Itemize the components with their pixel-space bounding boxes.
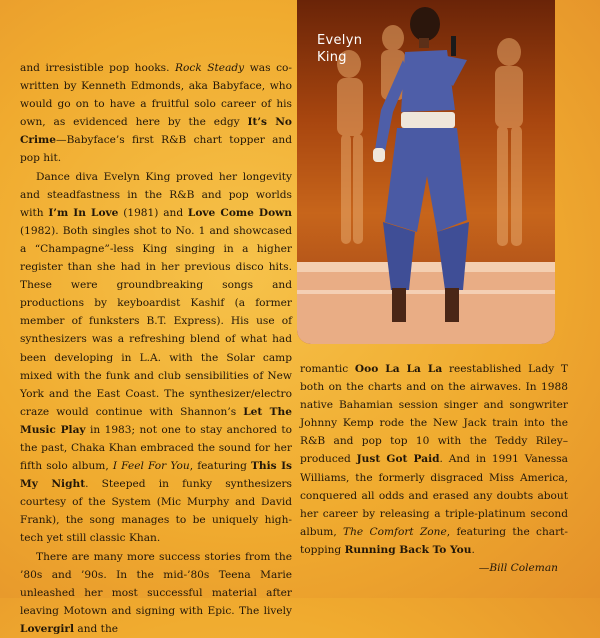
text-run: . And in 1991 Vanessa Williams, the formerly disgraced Miss America, conquered all odds and erased any doubts about her career by releasing a triple-platinum second album, xyxy=(300,453,568,538)
album-title: I Feel For You xyxy=(112,460,190,473)
paragraph-1 xyxy=(20,59,292,168)
song-title: Just Got Paid xyxy=(356,453,440,466)
song-title: It’s No Crime xyxy=(20,116,292,147)
photo-caption xyxy=(317,32,362,66)
text-run: There are many more success stories from the ’80s and ’90s. In the mid-’80s Teena Marie unleashed her most successful material after leaving Motown and signing with Epic. The lively xyxy=(20,550,292,617)
song-title: I’m In Love xyxy=(48,206,119,219)
evelyn-king-photo xyxy=(297,0,555,344)
text-run: —Babyface’s first R&B chart topper and pop hit. xyxy=(20,134,292,165)
album-title: Rock Steady xyxy=(175,62,245,74)
text-run: in 1983; not one to stay anchored to the past, Chaka Khan embraced the sound for her fifth solo album, xyxy=(20,423,292,473)
text-run: , featuring xyxy=(189,460,252,473)
author-credit: —Bill Coleman xyxy=(478,562,558,575)
right-text-column xyxy=(300,360,568,577)
caption-last-name: King xyxy=(317,50,347,65)
song-title: Lovergirl xyxy=(20,622,75,635)
text-run: (1982). Both singles shot to No. 1 and showcased a “Champagne”-less King singing in a higher register than she had in her previous disco hits. These were groundbreaking songs and productions by keyboardist Kashif (a former member of funksters B.T. Express). His use of synthesizers was a refreshing blend of what had been developing in L.A. with the Solar camp mixed with the funk and club sensibilities of New York and the East Coast. The synthesizer/electro craze would continue with Shannon’s xyxy=(20,224,292,418)
paragraph-4 xyxy=(300,360,568,559)
song-title: Ooo La La La xyxy=(354,363,443,375)
text-run: . xyxy=(471,543,475,556)
left-text-column xyxy=(20,59,292,638)
song-title: Running Back To You xyxy=(344,543,472,556)
caption-first-name: Evelyn xyxy=(317,33,363,48)
text-run: , featuring the chart-topping xyxy=(300,525,569,556)
text-run: was co-written by Kenneth Edmonds, aka Babyface, who would go on to have a fruitful solo career of his own, as evidenced here by the edgy xyxy=(20,62,292,129)
text-run: and irresistible pop hooks. xyxy=(20,62,176,74)
text-run: and the xyxy=(74,622,119,635)
text-run: romantic xyxy=(300,363,355,375)
paragraph-2 xyxy=(20,168,292,548)
text-run: . Steeped in funky synthesizers courtesy of the System (Mic Murphy and David Frank), the song manages to be uniquely high-tech yet still classic Khan. xyxy=(20,478,292,545)
text-run: Dance diva Evelyn King proved her longevity and steadfastness in the R&B and pop worlds with xyxy=(20,170,292,219)
text-run: reestablished Lady T both on the charts and on the airwaves. In 1988 native Bahamian session singer and songwriter Johnny Kemp rode the New Jack train into the R&B and pop top 10 with the Teddy Riley–produced xyxy=(300,363,568,466)
paragraph-3 xyxy=(20,548,292,638)
album-title: The Comfort Zone xyxy=(343,525,447,538)
text-run: (1981) and xyxy=(118,206,188,219)
song-title: This Is My Night xyxy=(20,460,292,491)
song-title: Love Come Down xyxy=(187,206,293,219)
song-title: Let The Music Play xyxy=(20,405,292,436)
